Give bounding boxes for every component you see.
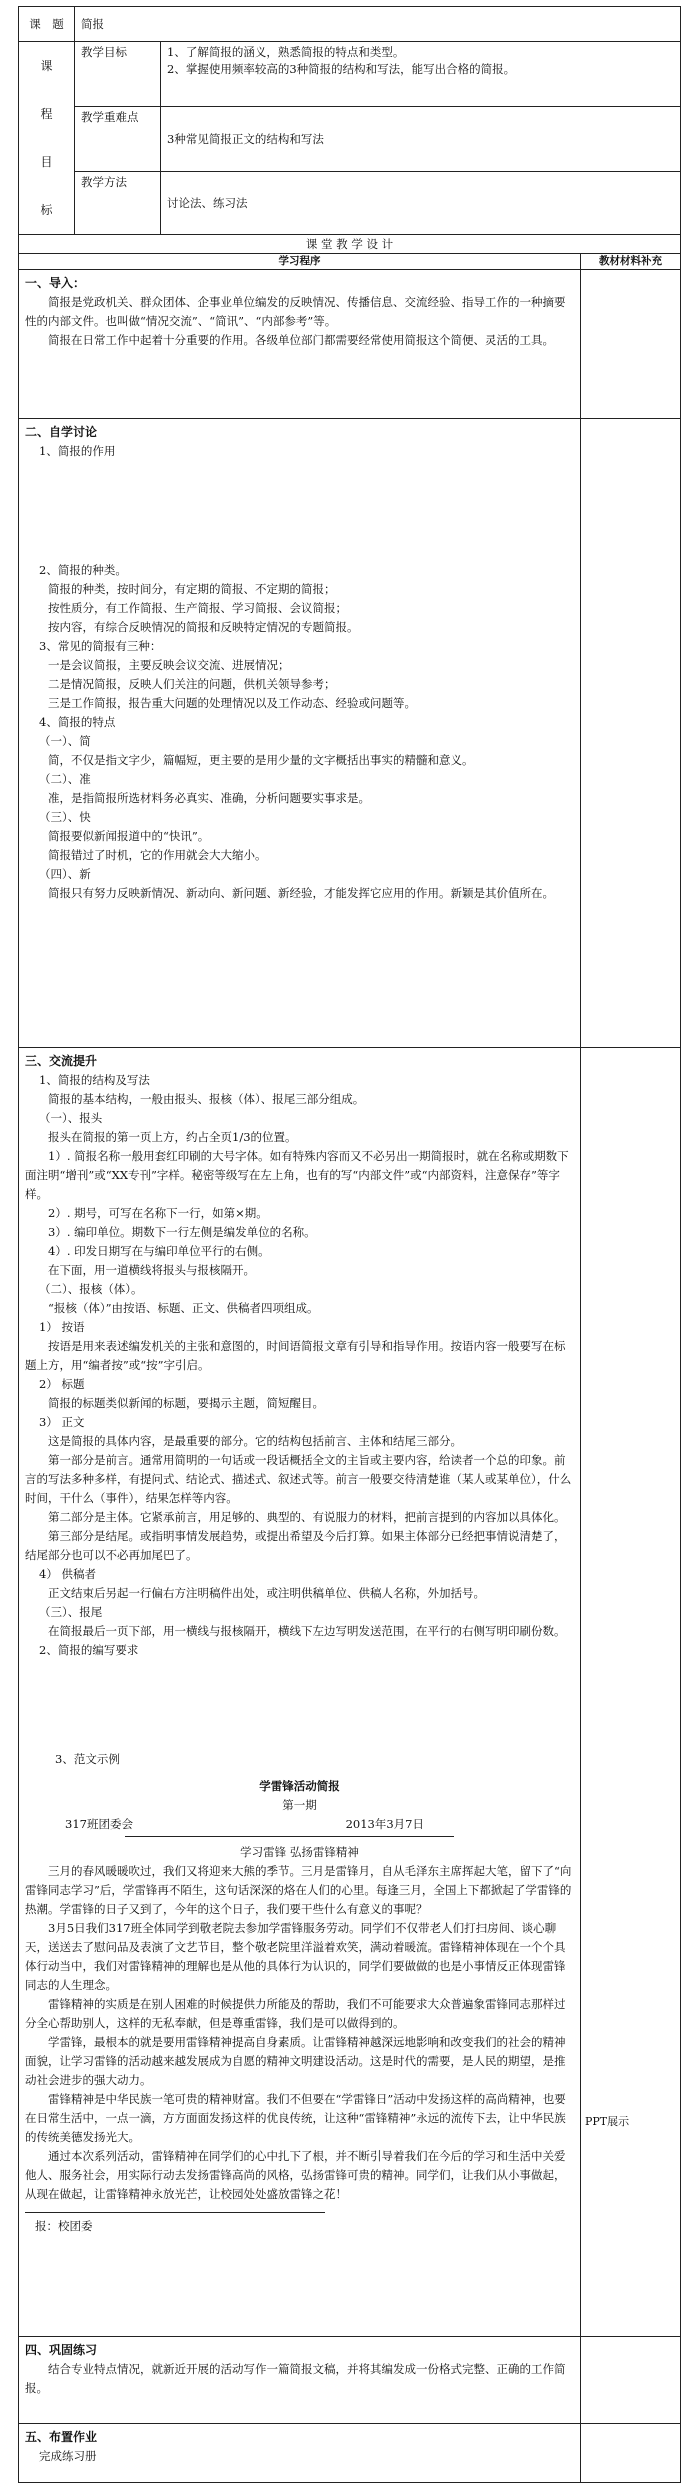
example-date: 2013年3月7日 — [345, 1817, 424, 1831]
focus-label: 教学重难点 — [75, 107, 161, 172]
goal-list — [161, 42, 681, 107]
text-line: 简报的标题类似新闻的标题，要揭示主题，简短醒目。 — [48, 1396, 324, 1410]
example-paragraph: 三月的春风暖暖吹过，我们又将迎来大熊的季节。三月是雷锋月，自从毛泽东主席挥起大笔，留下了“向雷锋同志学习”后，学雷锋再不陌生，这句话深深的烙在人们的心里。每逢三月，全国上下都掀起了学雷锋的热潮。学雷锋的日子又到了，今年的这个日子，我们要干些什么有意义的事呢？ — [25, 1864, 572, 1916]
course-goal-char: 标 — [40, 203, 53, 217]
side-note-cell — [581, 1048, 681, 2337]
text-line: 2） 标题 — [39, 1377, 85, 1391]
paragraph: 结合专业特点情况，就新近开展的活动写作一篇简报文稿，并将其编发成一份格式完整、正确的工作简报。 — [25, 2362, 566, 2395]
section-practice — [19, 2337, 681, 2424]
example-paragraph: 雷锋精神是中华民族一笔可贵的精神财富。我们不但要在“学雷锋日”活动中发扬这样的高尚精神，也要在日常生活中，一点一滴，方方面面发扬这样的优良传统，让这种“雷锋精神”永远的流传下去，让中华民族的传统美德发扬光大。 — [25, 2092, 566, 2144]
text-line: 简报的种类，按时间分，有定期的简报、不定期的简报； — [48, 582, 336, 596]
goal-item: 1、了解简报的涵义，熟悉简报的特点和类型。 — [167, 45, 405, 59]
text-line: （一）、简 — [39, 734, 91, 748]
text-line: 简报错过了时机，它的作用就会大大缩小。 — [48, 848, 267, 862]
section-homework — [19, 2424, 681, 2483]
example-footer: 报：校团委 — [35, 2219, 93, 2233]
course-goal-label — [19, 42, 75, 235]
example-paragraphs — [25, 1862, 574, 2204]
example-org: 317班团委会 — [65, 1817, 133, 1831]
text-line: 三是工作简报，报告重大问题的处理情况以及工作动态、经验或问题等。 — [48, 696, 416, 710]
section-self-study — [19, 419, 681, 1048]
goal-label: 教学目标 — [75, 42, 161, 107]
section-title: 三、交流提升 — [25, 1054, 98, 1068]
section-title: 五、布置作业 — [25, 2430, 98, 2444]
lesson-plan-page — [18, 6, 680, 2483]
method-label: 教学方法 — [75, 172, 161, 235]
section-exchange — [19, 1048, 681, 2337]
focus-row — [19, 107, 681, 172]
text-line: 第二部分是主体。它紧承前言，用足够的、典型的、有说服力的材料，把前言提到的内容加以具体化。 — [48, 1510, 566, 1524]
example-meta — [25, 1815, 574, 1834]
goals-row — [19, 42, 681, 107]
design-title-row — [19, 235, 681, 254]
example-heading: 学习雷锋 弘扬雷锋精神 — [240, 1845, 359, 1859]
topic-row — [19, 7, 681, 42]
question: 1、简报的作用 — [39, 444, 116, 458]
text-line: 3） 正文 — [39, 1415, 85, 1429]
column-main-head: 学习程序 — [19, 254, 581, 270]
topic-label: 课 题 — [19, 7, 75, 42]
sec2-lines — [25, 561, 574, 903]
text-line: “报核（体）”由按语、标题、正文、供稿者四项组成。 — [48, 1301, 319, 1315]
text-line: 第一部分是前言。通常用简明的一句话或一段话概括全文的主旨或主要内容，给读者一个总的印象。前言的写法多种多样，有提问式、结论式、描述式、叙述式等。前言一般要交待清楚谁（某人或某单位），什么时间，干什么（事件），结果怎样等内容。 — [25, 1453, 572, 1505]
section-title: 一、导入： — [25, 276, 86, 290]
example-issue: 第一期 — [282, 1798, 317, 1812]
paragraph: 简报是党政机关、群众团体、企事业单位编发的反映情况、传播信息、交流经验、指导工作的一种摘要性的内部文件。也叫做“情况交流”、“简讯”、“内部参考”等。 — [25, 295, 566, 328]
text-line: 简报要似新闻报道中的“快讯”。 — [48, 829, 210, 843]
text-line: （三）、快 — [39, 810, 91, 824]
text-line: 2、简报的编写要求 — [39, 1643, 139, 1657]
text-line: 3、常见的简报有三种： — [39, 639, 162, 653]
text-line: 按语是用来表述编发机关的主张和意图的，时间语简报文章有引导和指导作用。按语内容一般要写在标题上方，用“编者按”或“按”字引启。 — [25, 1339, 566, 1372]
method-row — [19, 172, 681, 235]
text-line: 1）. 简报名称一般用套红印刷的大号字体。如有特殊内容而又不必另出一期简报时，就在名称或期数下面注明“增刊”或“XX专刊”字样。秘密等级写在左上角，也有的写“内部文件”或“内部资料，注意保存”等字样。 — [25, 1149, 569, 1201]
column-head-row — [19, 254, 681, 270]
text-line: 4） 供稿者 — [39, 1567, 96, 1581]
topic-value: 简报 — [75, 7, 681, 42]
paragraph: 完成练习册 — [39, 2449, 97, 2463]
text-line: 报头在简报的第一页上方，约占全页1/3的位置。 — [48, 1130, 297, 1144]
text-line: 准，是指简报所选材料务必真实、准确，分析问题要实事求是。 — [48, 791, 370, 805]
method-value: 讨论法、练习法 — [161, 172, 681, 235]
text-line: 1） 按语 — [39, 1320, 85, 1334]
example-paragraph: 雷锋精神的实质是在别人困难的时候提供力所能及的帮助，我们不可能要求大众普遍象雷锋同志那样过分全心帮助别人，这样的无私奉献，但是尊重雷锋，我们是可以做得到的。 — [25, 1997, 566, 2030]
focus-value: 3种常见简报正文的结构和写法 — [161, 107, 681, 172]
lesson-plan-table — [18, 6, 681, 2483]
text-line: （一）、报头 — [39, 1111, 103, 1125]
section-intro — [19, 270, 681, 419]
design-title: 课 堂 教 学 设 计 — [19, 235, 681, 254]
text-line: 简，不仅是指文字少，篇幅短，更主要的是用少量的文字概括出事实的精髓和意义。 — [48, 753, 474, 767]
text-line: 在下面，用一道横线将报头与报核隔开。 — [48, 1263, 255, 1277]
text-line: （四）、新 — [39, 867, 91, 881]
course-goal-char: 程 — [40, 107, 53, 121]
text-line: 一是会议简报，主要反映会议交流、进展情况； — [48, 658, 290, 672]
example-paragraph: 3月5日我们317班全体同学到敬老院去参加学雷锋服务劳动。同学们不仅带老人们打扫房间、谈心聊天，送送去了慰问品及表演了文艺节目，整个敬老院里洋溢着欢笑，满动着暖流。雷锋精神体现在一个个具体行动当中，我们对雷锋精神的理解也是从他的具体行为认识的，同学们要做做的也是小事情反正体现雷锋同志的人生理念。 — [25, 1921, 566, 1992]
blank-space — [25, 1660, 574, 1750]
paragraph: 简报在日常工作中起着十分重要的作用。各级单位部门都需要经常使用简报这个简便、灵活的工具。 — [48, 333, 554, 347]
section-title: 四、巩固练习 — [25, 2343, 98, 2357]
text-line: 这是简报的具体内容，是最重要的部分。它的结构包括前言、主体和结尾三部分。 — [48, 1434, 462, 1448]
text-line: 在简报最后一页下部，用一横线与报核隔开，横线下左边写明发送范围，在平行的右侧写明印刷份数。 — [48, 1624, 566, 1638]
text-line: 按内容，有综合反映情况的简报和反映特定情况的专题简报。 — [48, 620, 359, 634]
text-line: 第三部分是结尾。或指明事情发展趋势，或提出希望及今后打算。如果主体部分已经把事情说清楚了，结尾部分也可以不必再加尾巴了。 — [25, 1529, 566, 1562]
text-line: 简报的基本结构，一般由报头、报核（体）、报尾三部分组成。 — [48, 1092, 365, 1106]
sec3-lines — [25, 1071, 574, 1660]
example-paragraph: 通过本次系列活动，雷锋精神在同学们的心中扎下了根，并不断引导着我们在今后的学习和生活中关爱他人、服务社会，用实际行动去发扬雷锋高尚的风格，弘扬雷锋可贵的精神。同学们，让我们从小事做起，从现在做起，让雷锋精神永放光芒，让校园处处盛放雷锋之花！ — [25, 2149, 566, 2201]
text-line: 4、简报的特点 — [39, 715, 116, 729]
text-line: 二是情况简报，反映人们关注的问题，供机关领导参考； — [48, 677, 336, 691]
course-goal-char: 目 — [40, 155, 53, 169]
text-line: 2、简报的种类。 — [39, 563, 127, 577]
side-note: PPT展示 — [585, 2115, 630, 2128]
blank-space — [25, 461, 574, 561]
text-line: 按性质分，有工作简报、生产简报、学习简报、会议简报； — [48, 601, 347, 615]
example-label: 3、范文示例 — [55, 1752, 120, 1766]
text-line: （二）、准 — [39, 772, 91, 786]
goal-item: 2、掌握使用频率较高的3种简报的结构和写法，能写出合格的简报。 — [167, 62, 516, 76]
text-line: （二）、报核（体）。 — [39, 1282, 143, 1296]
text-line: 2）. 期号，可写在名称下一行，如第×期。 — [48, 1206, 268, 1220]
course-goal-char: 课 — [40, 59, 53, 73]
example-paragraph: 学雷锋，最根本的就是要用雷锋精神提高自身素质。让雷锋精神越深远地影响和改变我们的社会的精神面貌，让学习雷锋的活动越来越发展成为自愿的精神文明建设活动。这是时代的需要，是人民的期望，是推动社会进步的强大动力。 — [25, 2035, 566, 2087]
example-title: 学雷锋活动简报 — [259, 1779, 340, 1793]
example-footer-rule — [25, 2212, 325, 2213]
text-line: 正文结束后另起一行偏右方注明稿件出处，或注明供稿单位、供稿人名称，外加括号。 — [48, 1586, 485, 1600]
text-line: （三）、报尾 — [39, 1605, 103, 1619]
column-side-head: 教材材料补充 — [581, 254, 681, 270]
text-line: 3）. 编印单位。期数下一行左侧是编发单位的名称。 — [48, 1225, 316, 1239]
text-line: 1、简报的结构及写法 — [39, 1073, 150, 1087]
section-title: 二、自学讨论 — [25, 425, 98, 439]
text-line: 4）. 印发日期写在与编印单位平行的右侧。 — [48, 1244, 270, 1258]
text-line: 简报只有努力反映新情况、新动向、新问题、新经验，才能发挥它应用的作用。新颖是其价值所在。 — [48, 886, 554, 900]
example-divider — [125, 1836, 454, 1837]
